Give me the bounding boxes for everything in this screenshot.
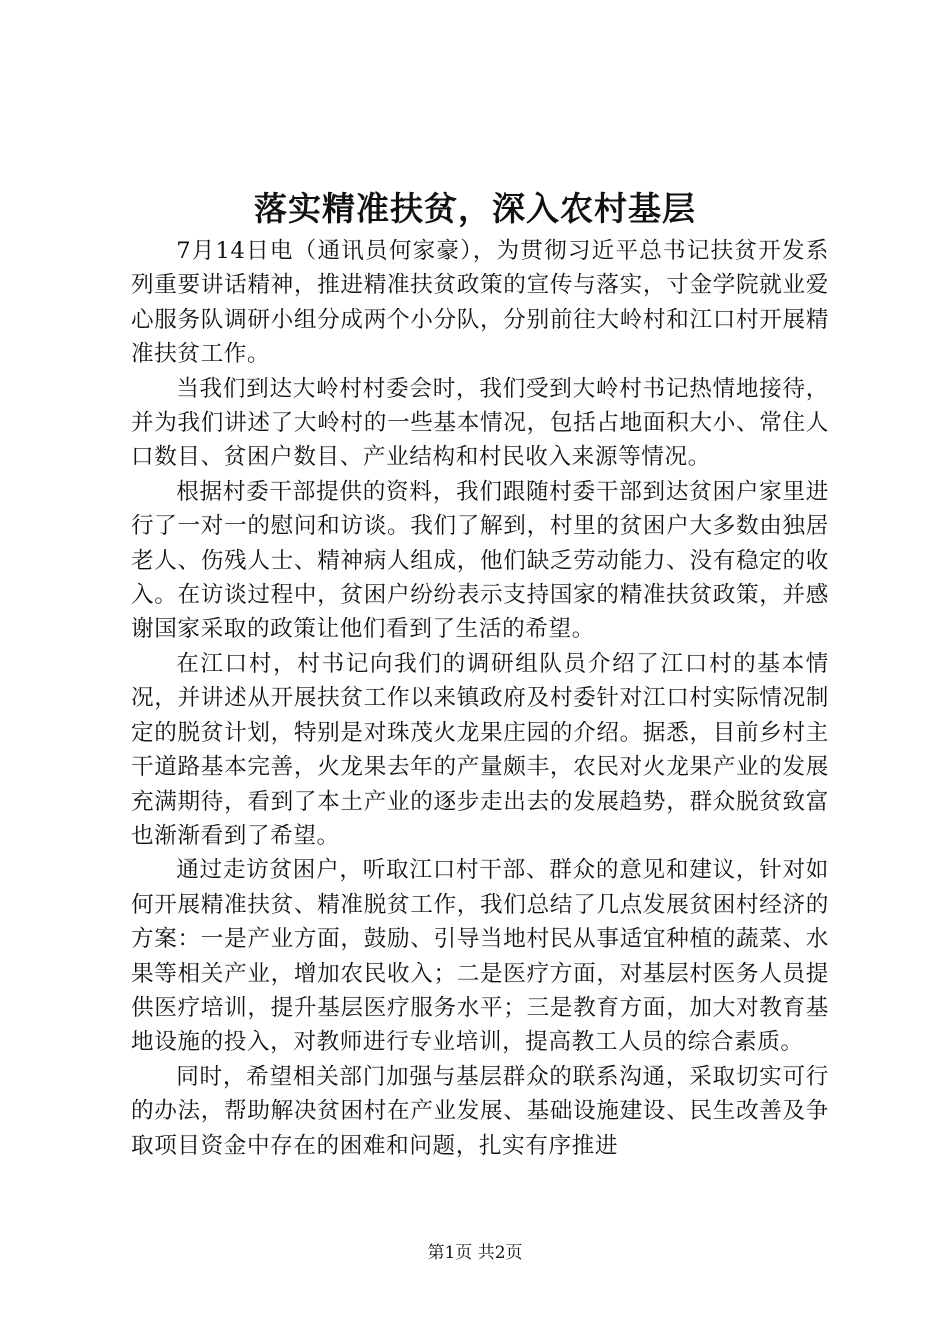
paragraph-5: 通过走访贫困户，听取江口村干部、群众的意见和建议，针对如何开展精准扶贫、精准脱贫工作，我们总结了几点发展贫困村经济的方案：一是产业方面，鼓励、引导当地村民从事适宜种植的蔬菜、水果等相关产业，增加农民收入；二是医疗方面，对基层村医务人员提供医疗培训，提升基层医疗服务水平；三是教育方面，加大对教育基地设施的投入，对教师进行专业培训，提高教工人员的综合素质。: [131, 857, 829, 1056]
paragraph-4: 在江口村，村书记向我们的调研组队员介绍了江口村的基本情况，并讲述从开展扶贫工作以来镇政府及村委针对江口村实际情况制定的脱贫计划，特别是对珠茂火龙果庄园的介绍。据悉，目前乡村主干道路基本完善，火龙果去年的产量颇丰，农民对火龙果产业的发展充满期待，看到了本土产业的逐步走出去的发展趋势，群众脱贫致富也渐渐看到了希望。: [131, 650, 829, 849]
document-title: 落实精准扶贫，深入农村基层: [254, 189, 696, 228]
page-footer: 第1页 共2页: [427, 1243, 523, 1263]
paragraph-1: 7月14日电（通讯员何家豪），为贯彻习近平总书记扶贫开发系列重要讲话精神，推进精准扶贫政策的宣传与落实，寸金学院就业爱心服务队调研小组分成两个小分队，分别前往大岭村和江口村开展精准扶贫工作。: [131, 238, 829, 368]
paragraph-3: 根据村委干部提供的资料，我们跟随村委干部到达贫困户家里进行了一对一的慰问和访谈。我们了解到，村里的贫困户大多数由独居老人、伤残人士、精神病人组成，他们缺乏劳动能力、没有稳定的收入。在访谈过程中，贫困户纷纷表示支持国家的精准扶贫政策，并感谢国家采取的政策让他们看到了生活的希望。: [131, 478, 829, 643]
paragraph-6: 同时，希望相关部门加强与基层群众的联系沟通，采取切实可行的办法，帮助解决贫困村在产业发展、基础设施建设、民生改善及争取项目资金中存在的困难和问题，扎实有序推进: [131, 1063, 829, 1159]
paragraph-2: 当我们到达大岭村村委会时，我们受到大岭村书记热情地接待，并为我们讲述了大岭村的一些基本情况，包括占地面积大小、常住人口数目、贫困户数目、产业结构和村民收入来源等情况。: [131, 375, 829, 471]
document-body: [131, 234, 829, 1163]
